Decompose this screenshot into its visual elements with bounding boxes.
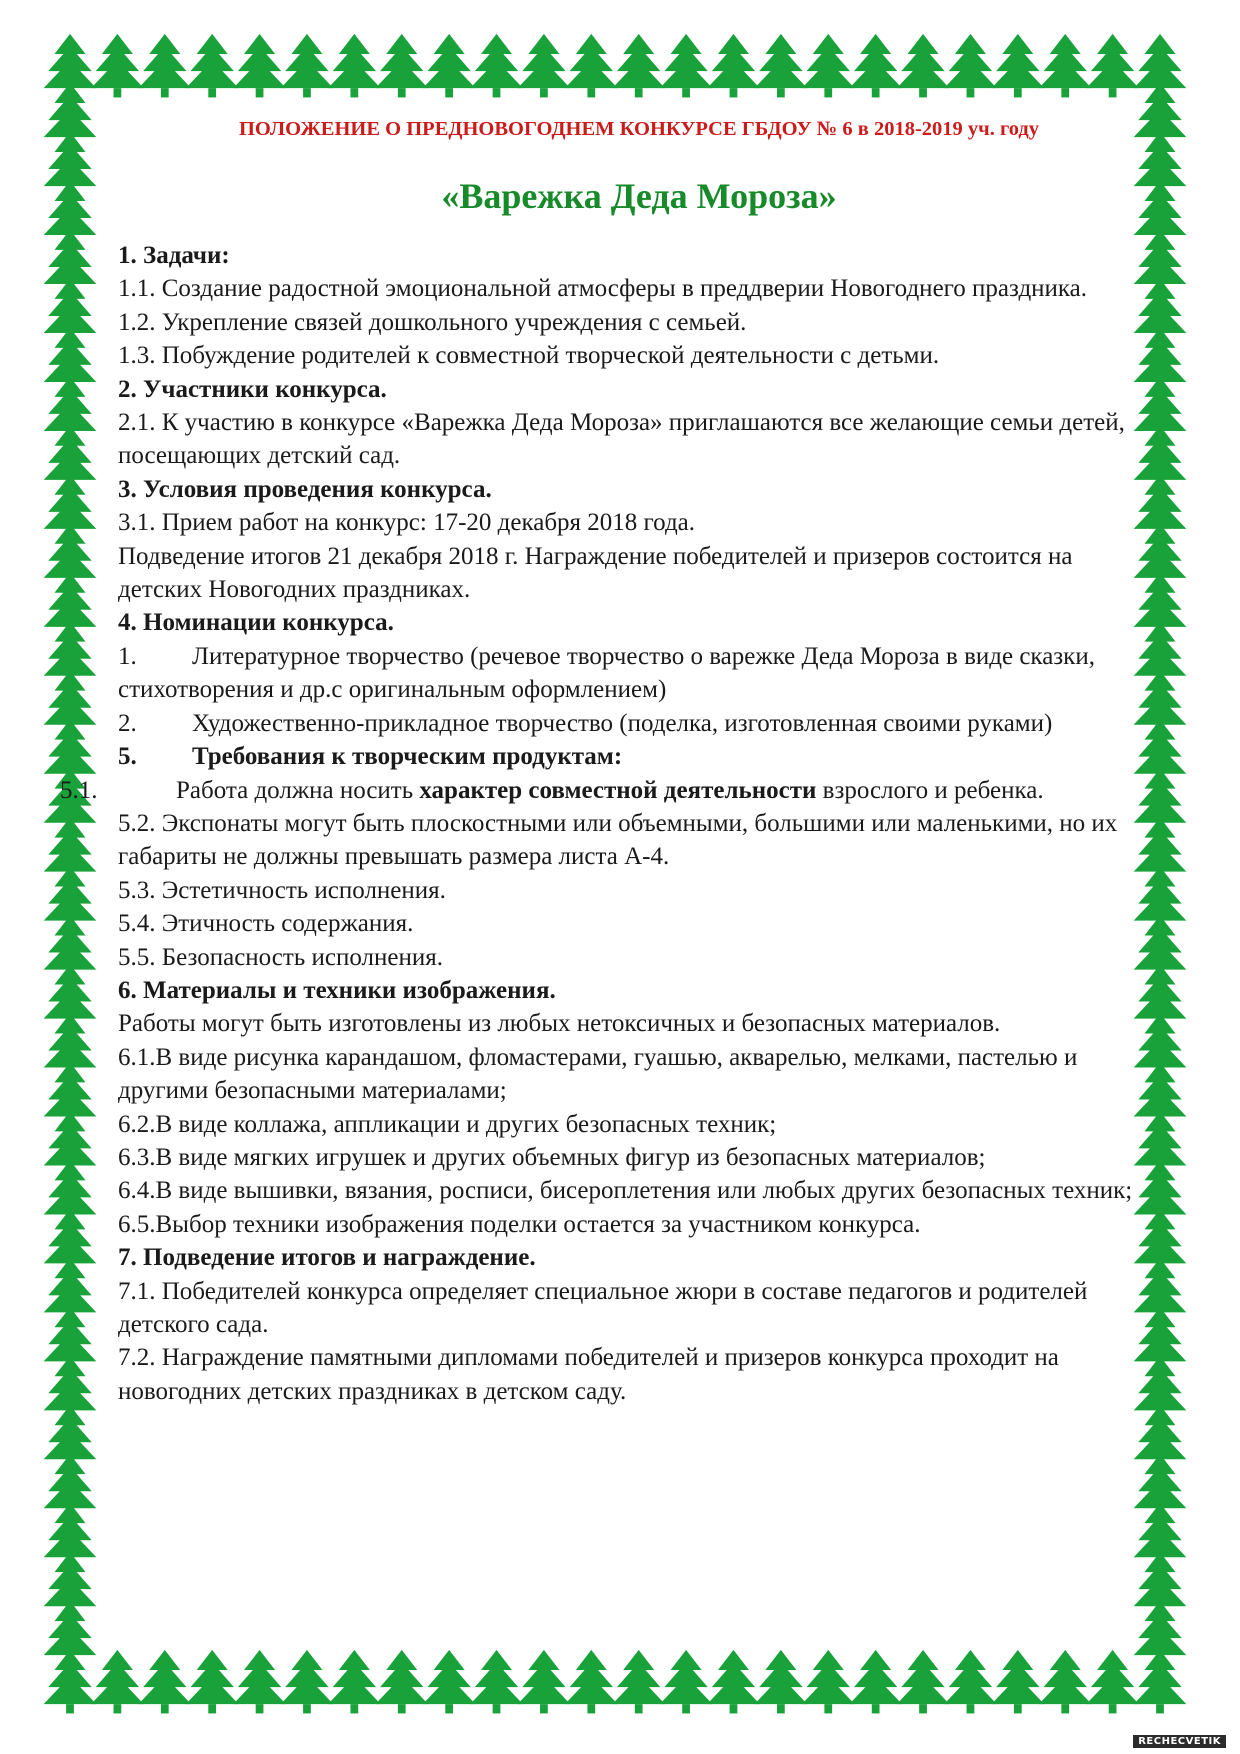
section-5-item-number: 5.1. (60, 776, 98, 804)
christmas-tree-icon (186, 1650, 239, 1714)
christmas-tree-icon (849, 1650, 902, 1714)
christmas-tree-icon (1039, 1650, 1092, 1714)
christmas-tree-icon (518, 34, 571, 98)
christmas-tree-icon (328, 34, 381, 98)
christmas-tree-icon (138, 34, 191, 98)
christmas-tree-icon (755, 1650, 808, 1714)
document-text (60, 239, 1138, 1408)
christmas-tree-icon (802, 1650, 855, 1714)
christmas-tree-icon (707, 34, 760, 98)
section-2-title: 2. Участники конкурса. (118, 375, 387, 403)
section-6-title: 6. Материалы и техники изображения. (118, 976, 556, 1004)
christmas-tree-icon (423, 34, 476, 98)
section-5-item-emphasis: характер совместной деятельности (419, 776, 817, 804)
section-5-title-text: Требования к творческим продуктам: (192, 743, 623, 771)
section-5-title (118, 740, 1138, 773)
christmas-tree-icon (849, 34, 902, 98)
nomination-item (118, 640, 1138, 707)
section-5-item-text-end: взрослого и ребенка. (816, 776, 1044, 804)
christmas-tree-icon (1134, 1601, 1187, 1665)
christmas-tree-icon (375, 1650, 428, 1714)
christmas-tree-icon (944, 1650, 997, 1714)
christmas-tree-icon (755, 34, 808, 98)
section-1-item: 1.1. Создание радостной эмоциональной атмосферы в преддверии Новогоднего праздника. (118, 275, 1088, 303)
section-6-item: 6.1.В виде рисунка карандашом, фломастерами, гуашью, акварелью, мелками, пастелью и другими безопасными материалами; (118, 1043, 1078, 1105)
christmas-tree-icon (1086, 34, 1139, 98)
section-5-item: 5.4. Этичность содержания. (118, 910, 414, 938)
document-body (60, 112, 1138, 1592)
christmas-tree-icon (91, 1650, 144, 1714)
nomination-text: Художественно-прикладное творчество (поделка, изготовленная своими руками) (192, 709, 1053, 737)
section-7-title: 7. Подведение итогов и награждение. (118, 1244, 536, 1272)
christmas-tree-icon (518, 1650, 571, 1714)
christmas-tree-icon (991, 1650, 1044, 1714)
section-3-title: 3. Условия проведения конкурса. (118, 475, 492, 503)
christmas-tree-icon (802, 34, 855, 98)
nomination-number: 1. (118, 642, 137, 670)
christmas-tree-icon (1039, 34, 1092, 98)
christmas-tree-icon (612, 34, 665, 98)
christmas-tree-icon (707, 1650, 760, 1714)
section-4-title: 4. Номинации конкурса. (118, 609, 394, 637)
christmas-tree-icon (233, 34, 286, 98)
section-1-title: 1. Задачи: (118, 242, 230, 269)
christmas-tree-icon (944, 34, 997, 98)
christmas-tree-icon (186, 34, 239, 98)
nomination-item (118, 707, 1138, 740)
christmas-tree-icon (470, 34, 523, 98)
section-5-number: 5. (118, 743, 137, 771)
christmas-tree-icon (281, 34, 334, 98)
nomination-number: 2. (118, 709, 137, 737)
section-1-item: 1.2. Укрепление связей дошкольного учреждения с семьей. (118, 308, 747, 336)
document-heading: ПОЛОЖЕНИЕ О ПРЕДНОВОГОДНЕМ КОНКУРСЕ ГБДОУ № 6 в 2018-2019 уч. году (238, 118, 1040, 140)
christmas-tree-icon (660, 34, 713, 98)
christmas-tree-icon (375, 34, 428, 98)
christmas-tree-icon (1086, 1650, 1139, 1714)
christmas-tree-icon (897, 1650, 950, 1714)
watermark: RECHECVETIK (1133, 1735, 1226, 1748)
document-title: «Варежка Деда Мороза» (441, 176, 837, 216)
christmas-tree-icon (138, 1650, 191, 1714)
christmas-tree-icon (233, 1650, 286, 1714)
section-7-item: 7.2. Награждение памятными дипломами победителей и призеров конкурса проходит на новогодних детских праздниках в детском саду. (118, 1344, 1059, 1405)
section-3-item: 3.1. Прием работ на конкурс: 17-20 декабря 2018 года. (118, 509, 696, 537)
christmas-tree-icon (44, 1601, 97, 1665)
christmas-tree-icon (423, 1650, 476, 1714)
nomination-text: Литературное творчество (речевое творчество о варежке Деда Мороза в виде сказки, стихотворения и др.с оригинальным оформлением) (118, 642, 1095, 704)
section-6-item: 6.2.В виде коллажа, аппликации и других безопасных техник; (118, 1110, 777, 1138)
section-5-item (60, 774, 1138, 807)
christmas-tree-icon (897, 34, 950, 98)
section-6-item: 6.5.Выбор техники изображения поделки остается за участником конкурса. (118, 1210, 921, 1238)
christmas-tree-icon (991, 34, 1044, 98)
section-6-item: 6.3.В виде мягких игрушек и других объемных фигур из безопасных материалов; (118, 1143, 986, 1171)
section-7-item: 7.1. Победителей конкурса определяет специальное жюри в составе педагогов и родителей детского сада. (118, 1277, 1088, 1338)
christmas-tree-icon (470, 1650, 523, 1714)
section-5-item: 5.5. Безопасность исполнения. (118, 943, 443, 971)
christmas-tree-icon (91, 34, 144, 98)
section-5-item: 5.3. Эстетичность исполнения. (118, 876, 446, 904)
christmas-tree-icon (660, 1650, 713, 1714)
section-5-item-text: Работа должна носить (176, 776, 420, 804)
section-2-item: 2.1. К участию в конкурсе «Варежка Деда Мороза» приглашаются все желающие семьи детей, посещающих детский сад. (118, 409, 1125, 470)
section-1-item: 1.3. Побуждение родителей к совместной творческой деятельности с детьми. (118, 342, 940, 370)
section-5-item: 5.2. Экспонаты могут быть плоскостными или объемными, большими или маленькими, но их габариты не должны превышать размера листа А-4. (118, 809, 1118, 871)
section-6-item: 6.4.В виде вышивки, вязания, росписи, бисероплетения или любых других безопасных техник; (118, 1177, 1133, 1205)
section-6-item: Работы могут быть изготовлены из любых нетоксичных и безопасных материалов. (118, 1010, 1001, 1038)
christmas-tree-icon (612, 1650, 665, 1714)
christmas-tree-icon (281, 1650, 334, 1714)
christmas-tree-icon (565, 34, 618, 98)
section-3-item: Подведение итогов 21 декабря 2018 г. Награждение победителей и призеров состоится на детских Новогодних праздниках. (118, 542, 1073, 604)
christmas-tree-icon (565, 1650, 618, 1714)
christmas-tree-icon (328, 1650, 381, 1714)
